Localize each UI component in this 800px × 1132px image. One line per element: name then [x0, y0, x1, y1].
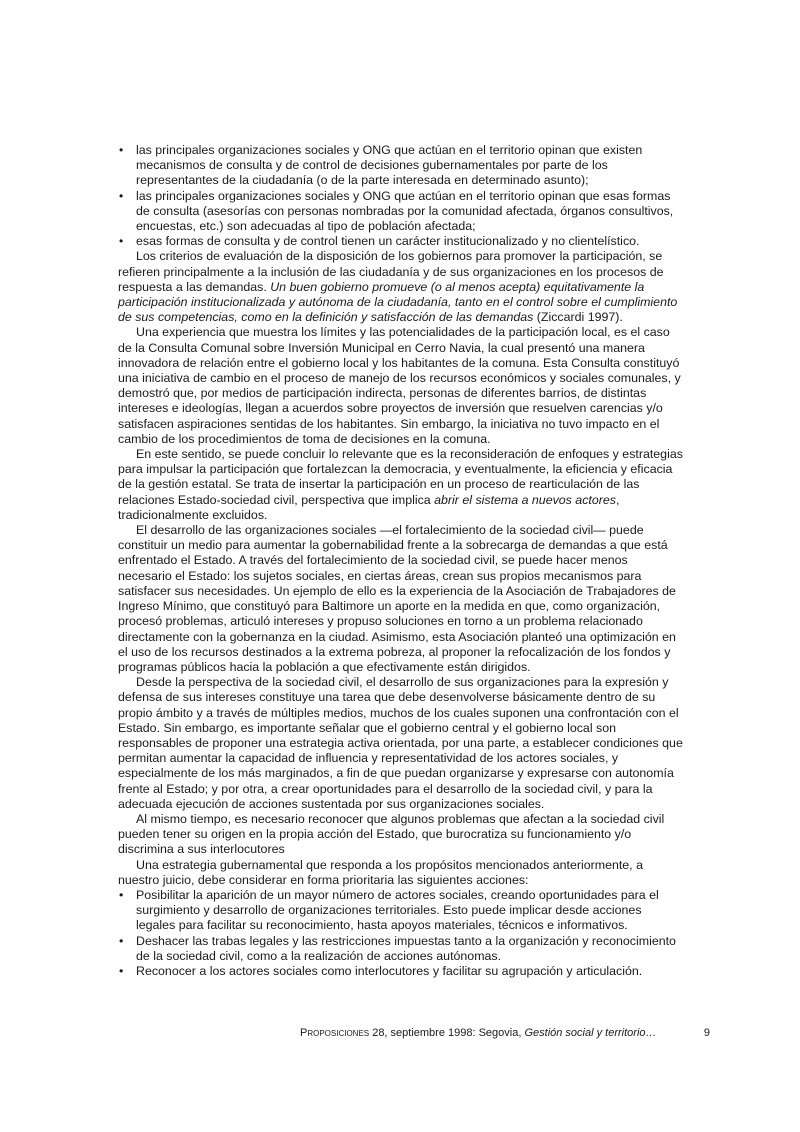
- journal-name: Proposiciones: [300, 1027, 370, 1039]
- actions-bullet-list: [118, 888, 683, 979]
- paragraph-cerro-navia: Una experiencia que muestra los límites y las potencialidades de la participación local, es el caso de la Consulta Comunal sobre Inversión Municipal en Cerro Navia, la cual presentó una manera innovadora de relación entre el gobierno local y los habitantes de la comuna. Esta Consulta constituyó una iniciativa de cambio en el proceso de manejo de los recursos económicos y sociales comunales, y demostró que, por medios de participación indirecta, personas de diferentes barrios, de distintas intereses e ideologías, llegan a acuerdos sobre proyectos de inversión que resuelven carencias y/o satisfacen aspiraciones sentidas de los habitantes. Sin embargo, la iniciativa no tuvo impacto en el cambio de los procedimientos de toma de decisiones en la comuna.: [118, 325, 681, 446]
- bullet-item: • esas formas de consulta y de control tienen un carácter institucionalizado y no clientelístico.: [119, 234, 640, 249]
- bullet-icon: •: [119, 234, 124, 249]
- article-title: Gestión social y territorio…: [524, 1027, 657, 1039]
- page-body: [118, 143, 683, 979]
- bullet-item: • las principales organizaciones sociales y ONG que actúan en el territorio opinan que esas formas de consulta (asesorías con personas nombradas por la comunidad afectada, órganos consultivos, encuestas, etc.) son adecuadas al tipo de población afectada;: [119, 188, 674, 234]
- action-item: • Deshacer las trabas legales y las restricciones impuestas tanto a la organización y reconocimiento de la sociedad civil, como a la realización de acciones autónomas.: [119, 933, 676, 963]
- footer-citation: 28, septiembre 1998: Segovia,: [369, 1027, 525, 1039]
- bullet-icon: •: [119, 188, 124, 203]
- paragraph-social-organizations: El desarrollo de las organizaciones sociales —el fortalecimiento de la sociedad civil— puede constituir un medio para aumentar la gobernabilidad frente a la sobrecarga de demandas a que está enfrentado el Estado. A través del fortalecimiento de la sociedad civil, se puede hacer menos necesario el Estado: los sujetos sociales, en ciertas áreas, crean sus propios mecanismos para satisfacer sus necesidades. Un ejemplo de ello es la experiencia de la Asociación de Trabajadores de Ingreso Mínimo, que constituyó para Baltimore un aporte en la medida en que, como organización, procesó problemas, articuló intereses y propuso soluciones en torno a un problema relacionado directamente con la gobernanza en la ciudad. Asimismo, esta Asociación planteó una optimización en el uso de los recursos destinados a la extrema pobreza, al proponer la refocalización de los fondos y programas públicos hacia la población a que efectivamente están dirigidos.: [118, 523, 676, 674]
- bullet-icon: •: [119, 963, 124, 978]
- criteria-bullet-list: [118, 143, 683, 249]
- bullet-icon: •: [119, 933, 124, 948]
- paragraph-government-strategy: Una estrategia gubernamental que responda a los propósitos mencionados anteriormente, a nuestro juicio, debe considerar en forma prioritaria las siguientes acciones:: [118, 857, 643, 887]
- paragraph-evaluation-criteria: Los criterios de evaluación de la disposición de los gobiernos para promover la participación, se refieren principalmente a la inclusión de las ciudadanía y de sus organizaciones en los procesos de respuesta a las demandas. Un buen gobierno promueve (o al menos acepta) equitativamente la participación institucionalizada y autónoma de la ciudadanía, tanto en el control sobre el cumplimiento de sus competencias, como en la definición y satisfacción de las demandas (Ziccardi 1997).: [118, 249, 678, 325]
- paragraph-conclusion: En este sentido, se puede concluir lo relevante que es la reconsideración de enfoques y estrategias para impulsar la participación que fortalezcan la democracia, y eventualmente, la eficiencia y eficacia de la gestión estatal. Se trata de insertar la participación en un proceso de rearticulación de las relaciones Estado-sociedad civil, perspectiva que implica abrir el sistema a nuevos actores, tradicionalmente excluidos.: [118, 447, 683, 522]
- page-footer: [300, 1026, 710, 1040]
- page-number: 9: [703, 1027, 710, 1039]
- paragraph-civil-society-perspective: Desde la perspectiva de la sociedad civil, el desarrollo de sus organizaciones para la expresión y defensa de sus intereses constituye una tarea que debe desenvolverse básicamente dentro de su propio ámbito y a través de múltiples medios, muchos de los cuales suponen una confrontación con el Estado. Sin embargo, es importante señalar que el gobierno central y el gobierno local son responsables de proponer una estrategia activa orientada, por una parte, a establecer condiciones que permitan aumentar la capacidad de influencia y representatividad de los actores sociales, y especialmente de los más marginados, a fin de que puedan organizarse y expresarse con autonomía frente al Estado; y por otra, a crear oportunidades para el desarrollo de la sociedad civil, y para la adecuada ejecución de acciones sustentada por sus organizaciones sociales.: [118, 675, 683, 811]
- action-item: • Posibilitar la aparición de un mayor número de actores sociales, creando oportunidades para el surgimiento y desarrollo de organizaciones territoriales. Esto puede implicar desde acciones legales para facilitar su reconocimiento, hasta apoyos materiales, técnicos e informativos.: [119, 887, 659, 933]
- bullet-icon: •: [119, 887, 124, 902]
- bullet-item: • las principales organizaciones sociales y ONG que actúan en el territorio opinan que existen mecanismos de consulta y de control de decisiones gubernamentales por parte de los representantes de la ciudadanía (o de la parte interesada en determinado asunto);: [119, 143, 643, 188]
- paragraph-state-problems: Al mismo tiempo, es necesario reconocer que algunos problemas que afectan a la sociedad civil pueden tener su origen en la propia acción del Estado, que burocratiza su funcionamiento y/o discrimina a sus interlocutores: [118, 811, 665, 857]
- action-item: • Reconocer a los actores sociales como interlocutores y facilitar su agrupación y articulación.: [119, 963, 643, 978]
- bullet-icon: •: [119, 143, 124, 157]
